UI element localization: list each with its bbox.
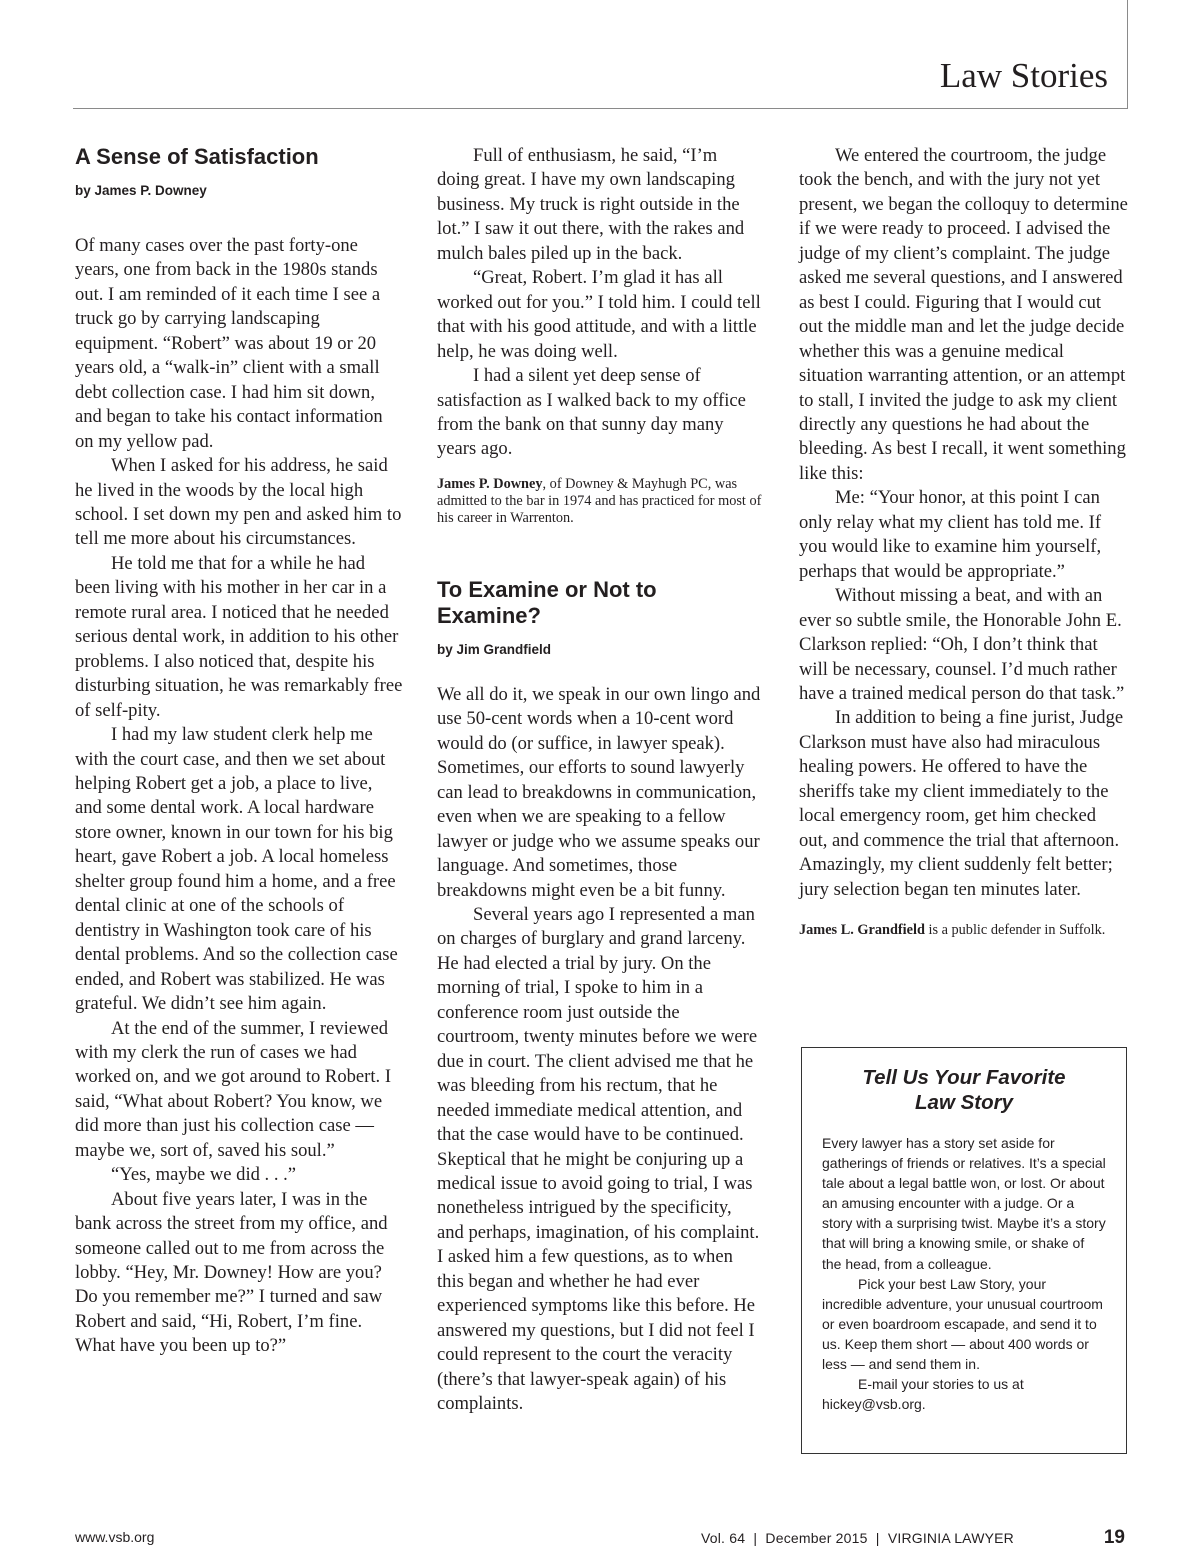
article-1-paragraph: About five years later, I was in the bank across the street from my office, and someone called out to me from across the lobby. “Hey, Mr. Downey! How are you? Do you remember me?” I turned and saw Robert and said, “Hi, Robert, I’m fine. What have you been up to?” [75,1188,388,1357]
callout-title-line: Tell Us Your Favorite [862,1066,1066,1089]
article-1-title: A Sense of Satisfaction [75,144,319,169]
article-2-byline: by Jim Grandfield [437,641,552,657]
section-title: Law Stories [939,56,1108,95]
article-1-bio-name: James P. Downey [437,475,543,492]
article-1-paragraph: I had a silent yet deep sense of satisfaction as I walked back to my office from the bank on that sunny day many years ago. [437,365,746,460]
article-2-bio-name: James L. Grandfield [799,922,925,939]
column-1 [75,144,403,1359]
callout-box [801,1047,1127,1454]
article-1-paragraph: “Great, Robert. I’m glad it has all worked out for you.” I told him. I could tell that with his good attitude, and with a little help, he was doing well. [437,267,761,362]
article-1-bio-text: , of Downey & Mayhugh PC, was admitted to the bar in 1974 and has practiced for most of his career in Warrenton. [437,475,762,526]
article-2-paragraph: Me: “Your honor, at this point I can only relay what my client has told me. If you would like to examine him yourself, perhaps that would be appropriate.” [799,487,1102,582]
article-1-paragraph: I had my law student clerk help me with the court case, and then we set about helping Robert get a job, a place to live, and some dental work. A local hardware store owner, known in our town for his big heart, gave Robert a job. A local homeless shelter group found him a home, and a free dental clinic at one of the schools of dentistry in Washington took care of his dental problems. And so the collection case ended, and Robert was stabilized. He was grateful. We didn’t see him again. [75,724,398,1015]
callout-title [822,1065,1106,1115]
article-2-paragraph: We all do it, we speak in our own lingo and use 50-cent words when a 10-cent word would do (or suffice, in lawyer speak). Sometimes, our efforts to sound lawyerly can lead to breakdowns in communication, even when we are speaking to a fellow lawyer or judge who we assume speaks our language. And sometimes, those breakdowns might even be a bit funny. [437,683,761,901]
section-header [0,0,1200,112]
article-1-paragraph: Of many cases over the past forty-one years, one from back in the 1980s stands out. I am reminded of it each time I see a truck go by carrying landscaping equipment. “Robert” was about 19 or 20 years old, a “walk-in” client with a small debt collection case. I had him sit down, and began to take his contact information on my yellow pad. [75,235,383,452]
article-2-paragraph: Without missing a beat, and with an ever so subtle smile, the Honorable John E. Clarkson replied: “Oh, I don’t think that will be necessary, counsel. I’d much rather have a trained medical person do that task.” [799,585,1125,704]
article-2-paragraph: Several years ago I represented a man on charges of burglary and grand larceny. He had elected a trial by jury. On the morning of trial, I spoke to him in a conference room just outside the courtroom, twenty minutes before we were due in court. The client advised me that he was bleeding from his rectum, that he needed immediate medical attention, and that the case would have to be continued. Skeptical that he might be conjuring up a medical issue to avoid going to trial, I was nonetheless intrigued by the specificity, and perhaps, imagination, of his complaint. I asked him a few questions, as to when this began and whether he had ever experienced symptoms like this before. He answered my questions, but I did not feel I could represent to the court the veracity (there’s that lawyer-speak again) of his complaints. [437,903,760,1415]
callout-title-line: Law Story [915,1091,1013,1114]
callout-paragraph: E-mail your stories to us at hickey@vsb.org. [822,1376,1024,1413]
article-1-paragraph: When I asked for his address, he said he lived in the woods by the local high school. I set down my pen and asked him to tell me more about his circumstances. [75,455,402,550]
article-2-bio-text: is a public defender in Suffolk. [924,922,1106,939]
callout-paragraph: Every lawyer has a story set aside for gatherings of friends or relatives. It’s a special tale about a legal battle won, or lost. Or about an amusing encounter with a judge. Or a story with a surprising twist. Maybe it’s a story that will bring a knowing smile, or shake of the head, from a colleague. [822,1135,1106,1272]
article-2-title: To Examine or Not to Examine? [437,576,657,628]
header-rule [73,108,1128,109]
page-number: 19 [1103,1527,1125,1548]
callout-paragraph: Pick your best Law Story, your incredible adventure, your unusual courtroom or even boardroom escapade, and send it to us. Keep them short — about 400 words or less — and send them in. [822,1275,1103,1373]
article-1-paragraph: He told me that for a while he had been living with his mother in her car in a remote rural area. I noticed that he needed serious dental work, in addition to his other problems. I also noticed that, despite his disturbing situation, he was remarkably free of self-pity. [75,552,403,721]
column-2 [437,144,763,1416]
column-3 [799,144,1129,939]
footer-issue: Vol. 64 | December 2015 | VIRGINIA LAWYER [701,1530,1014,1546]
article-2-bio [799,922,1129,939]
article-2-paragraph: We entered the courtroom, the judge took the bench, and with the jury not yet present, we began the colloquy to determine if we were ready to proceed. I advised the judge of my client’s complaint. The judge asked me several questions, and I answered as best I could. Figuring that I would cut out the middle man and let the judge decide whether this was a genuine medical situation warranting attention, or an attempt to stall, I invited the judge to ask my client directly any questions he had about the bleeding. As best I recall, it went something like this: [799,145,1128,484]
article-1-paragraph: Full of enthusiasm, he said, “I’m doing great. I have my own landscaping business. My truck is right outside in the lot.” I saw it out there, with the rakes and mulch bales piled up in the back. [437,145,745,264]
article-1-paragraph: At the end of the summer, I reviewed with my clerk the run of cases we had worked on, and we got around to Robert. I said, “What about Robert? You know, we did more than just his collection case — maybe we, sort of, saved his soul.” [75,1017,392,1161]
article-1-paragraph: “Yes, maybe we did . . .” [111,1164,297,1186]
article-1-bio [437,476,763,527]
article-2-paragraph: In addition to being a fine jurist, Judge Clarkson must have also had miraculous healing powers. He offered to have the sheriffs take my client immediately to the local emergency room, get him checked out, and commence the trial that afternoon. Amazingly, my client suddenly felt better; jury selection began ten minutes later. [799,707,1124,900]
article-1-byline: by James P. Downey [75,183,207,198]
header-vertical-rule [1127,0,1128,109]
footer-url: www.vsb.org [75,1529,155,1545]
callout-body [822,1133,1106,1414]
